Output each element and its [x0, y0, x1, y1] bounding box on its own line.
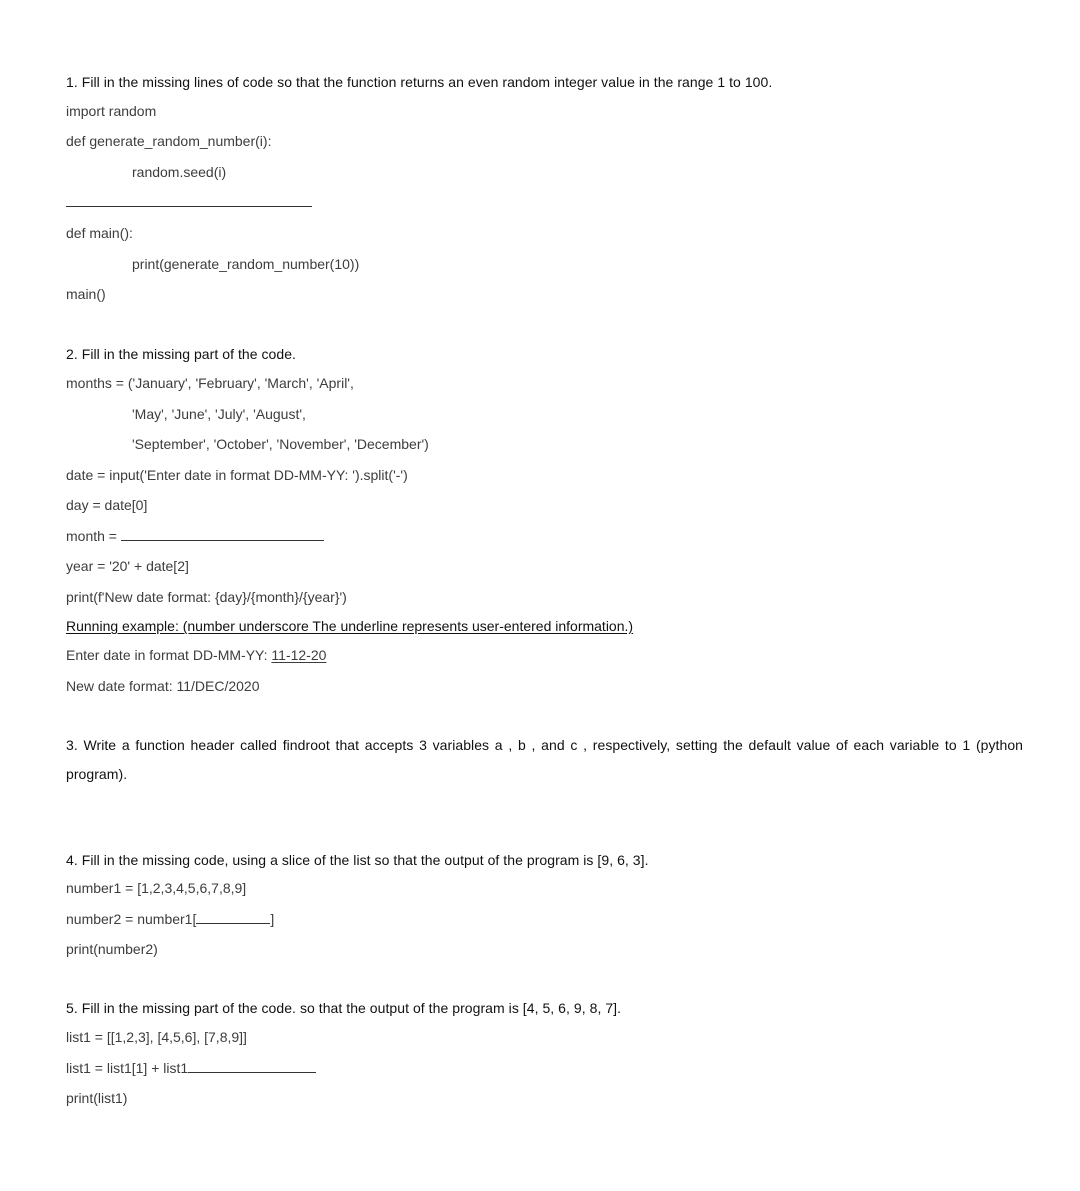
prompt-text: Enter date in format DD-MM-YY: — [66, 647, 272, 663]
q4-code-line-3: print(number2) — [66, 941, 158, 957]
answer-blank — [66, 193, 312, 207]
question-5-text: 5. Fill in the missing part of the code. so that the output of the program is [4, 5, 6, 9, 8, 7]. — [66, 1000, 622, 1016]
q2-code-line-4: date = input('Enter date in format DD-MM-YY: ').split('-') — [66, 467, 408, 483]
q2-month-assign: month = — [66, 528, 121, 544]
answer-blank — [196, 910, 270, 924]
q2-code-line-7: year = '20' + date[2] — [66, 558, 189, 574]
running-example-output: New date format: 11/DEC/2020 — [66, 678, 260, 694]
question-2-text: 2. Fill in the missing part of the code. — [66, 346, 296, 362]
q1-blank-line — [66, 193, 312, 211]
q2-code-line-8: print(f'New date format: {day}/{month}/{year}') — [66, 589, 347, 605]
q2-code-line-5: day = date[0] — [66, 497, 148, 513]
q4-slice-suffix: ] — [270, 911, 275, 927]
q5-concat-expr: list1 = list1[1] + list1 — [66, 1060, 189, 1076]
q1-code-line-6: main() — [66, 286, 106, 302]
user-input-text: 11-12-20 — [271, 647, 327, 663]
q1-code-line-5: print(generate_random_number(10)) — [132, 256, 360, 272]
q4-code-line-2 — [66, 910, 274, 928]
q5-code-line-1: list1 = [[1,2,3], [4,5,6], [7,8,9]] — [66, 1029, 247, 1045]
question-1-text: 1. Fill in the missing lines of code so that the function returns an even random integer value in the range 1 to 100. — [66, 74, 773, 90]
q1-code-line-2: def generate_random_number(i): — [66, 133, 272, 149]
q5-code-line-3: print(list1) — [66, 1090, 128, 1106]
q2-code-line-3: 'September', 'October', 'November', 'December') — [132, 436, 429, 452]
q4-slice-prefix: number2 = number1[ — [66, 911, 197, 927]
answer-blank — [121, 527, 324, 541]
q1-code-line-1: import random — [66, 103, 157, 119]
q1-code-line-4: def main(): — [66, 225, 133, 241]
q4-code-line-1: number1 = [1,2,3,4,5,6,7,8,9] — [66, 880, 247, 896]
q2-code-line-6 — [66, 527, 324, 545]
running-example-label: Running example: (number underscore The underline represents user-entered information.) — [66, 618, 634, 634]
question-3-text-line-1: 3. Write a function header called findroot that accepts 3 variables a , b , and c , respectively, setting the default value of each variable to 1 (python — [66, 737, 1023, 753]
q2-code-line-2: 'May', 'June', 'July', 'August', — [132, 406, 306, 422]
running-example-prompt — [66, 646, 326, 664]
question-3-text-line-2: program). — [66, 766, 128, 782]
q2-code-line-1: months = ('January', 'February', 'March', 'April', — [66, 375, 354, 391]
q5-code-line-2 — [66, 1059, 316, 1077]
question-4-text: 4. Fill in the missing code, using a slice of the list so that the output of the program is [9, 6, 3]. — [66, 852, 649, 868]
q1-code-line-3: random.seed(i) — [132, 164, 227, 180]
answer-blank — [188, 1059, 316, 1073]
